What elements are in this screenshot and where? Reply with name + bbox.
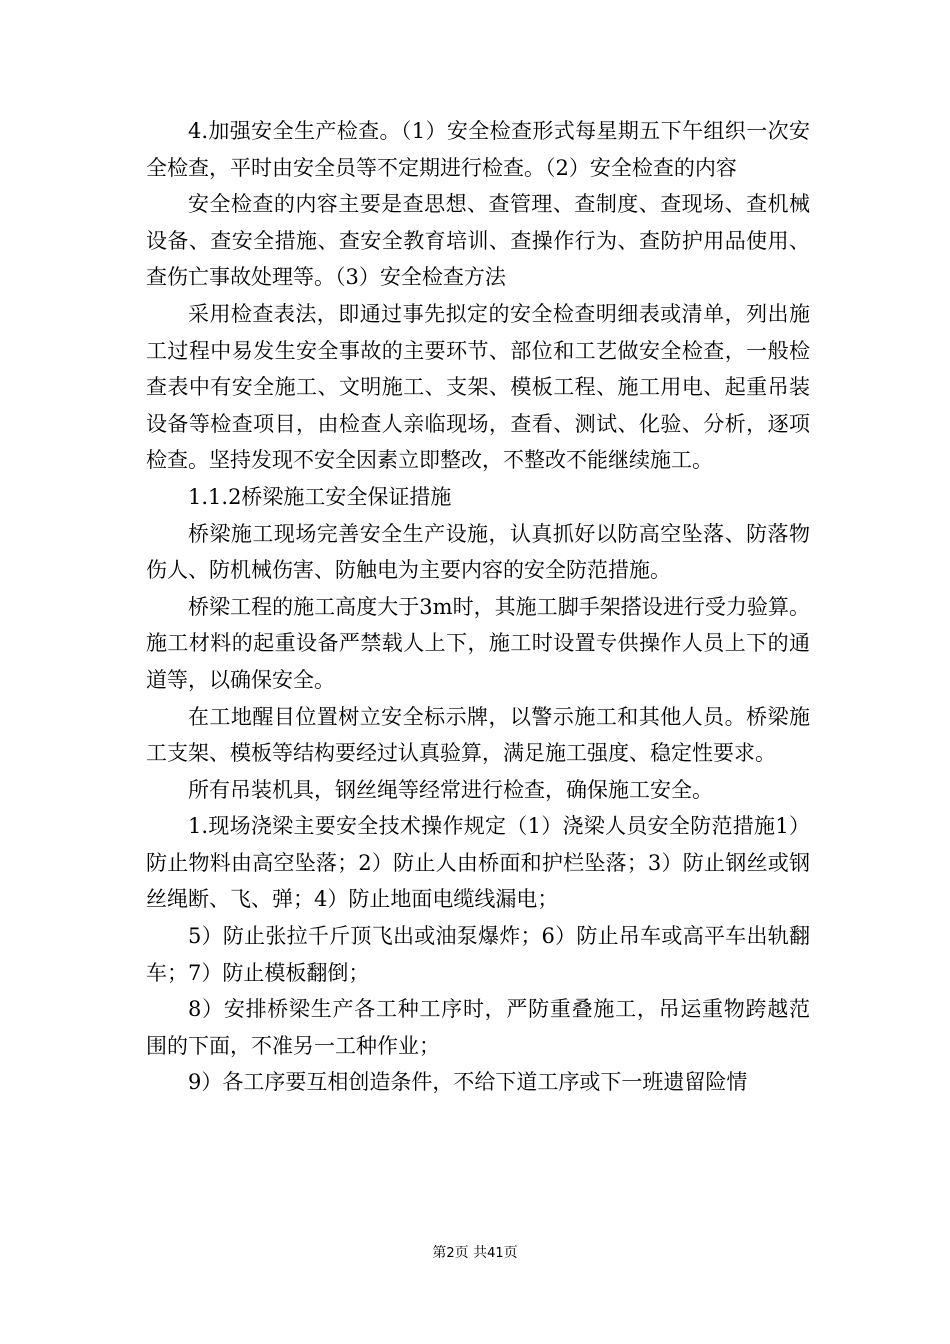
section-heading-bridge-safety: 1.1.2桥梁施工安全保证措施 bbox=[188, 484, 452, 509]
paragraph-inspection-content: 安全检查的内容主要是查思想、查管理、查制度、查现场、查机械设备、查安全措施、查安全教育培训、查操作行为、查防护用品使用、查伤亡事故处理等。（3）安全检查方法 bbox=[146, 192, 810, 290]
page-footer bbox=[0, 1244, 950, 1263]
footer-middle: 页 共 bbox=[454, 1245, 488, 1261]
footer-prefix: 第 bbox=[432, 1245, 447, 1261]
footer-suffix: 页 bbox=[503, 1245, 518, 1261]
paragraph-checklist-method: 采用检查表法，即通过事先拟定的安全检查明细表或清单，列出施工过程中易发生安全事故的主要环节、部位和工艺做安全检查，一般检查表中有安全施工、文明施工、支架、模板工程、施工用电、起重吊装设备等检查项目，由检查人亲临现场，查看、测试、化验、分析，逐项检查。坚持发现不安全因素立即整改，不整改不能继续施工。 bbox=[146, 301, 810, 473]
paragraph-safety-signs: 在工地醒目位置树立安全标示牌，以警示施工和其他人员。桥梁施工支架、模板等结构要经过认真验算，满足施工强度、稳定性要求。 bbox=[146, 704, 810, 766]
paragraph-lifting-tools: 所有吊装机具，钢丝绳等经常进行检查，确保施工安全。 bbox=[188, 777, 713, 802]
document-body bbox=[146, 113, 810, 1101]
paragraph-overlap-work: 8）安排桥梁生产各工种工序时，严防重叠施工，吊运重物跨越范围的下面，不准另一工种作业； bbox=[146, 997, 810, 1058]
paragraph-safety-inspection: 4.加强安全生产检查。（1）安全检查形式每星期五下午组织一次安全检查，平时由安全员等不定期进行检查。（2）安全检查的内容 bbox=[146, 119, 810, 180]
paragraph-bridge-site-facilities: 桥梁施工现场完善安全生产设施，认真抓好以防高空坠落、防落物伤人、防机械伤害、防触电为主要内容的安全防范措施。 bbox=[146, 521, 810, 583]
paragraph-process-coordination: 9）各工序要互相创造条件，不给下道工序或下一班遗留险情 bbox=[188, 1070, 748, 1095]
footer-current-page: 2 bbox=[446, 1246, 455, 1261]
paragraph-jack-and-crane: 5）防止张拉千斤顶飞出或油泵爆炸；6）防止吊车或高平车出轨翻车；7）防止模板翻倒； bbox=[146, 924, 810, 985]
footer-total-pages: 41 bbox=[487, 1246, 504, 1261]
paragraph-scaffold-height: 桥梁工程的施工高度大于3m时，其施工脚手架搭设进行受力验算。施工材料的起重设备严禁载人上下，施工时设置专供操作人员上下的通道等，以确保安全。 bbox=[146, 594, 810, 692]
paragraph-pouring-rules: 1.现场浇梁主要安全技术操作规定（1）浇梁人员安全防范措施1）防止物料由高空坠落；2）防止人由桥面和护栏坠落；3）防止钢丝或钢丝绳断、飞、弹；4）防止地面电缆线漏电； bbox=[146, 814, 810, 912]
